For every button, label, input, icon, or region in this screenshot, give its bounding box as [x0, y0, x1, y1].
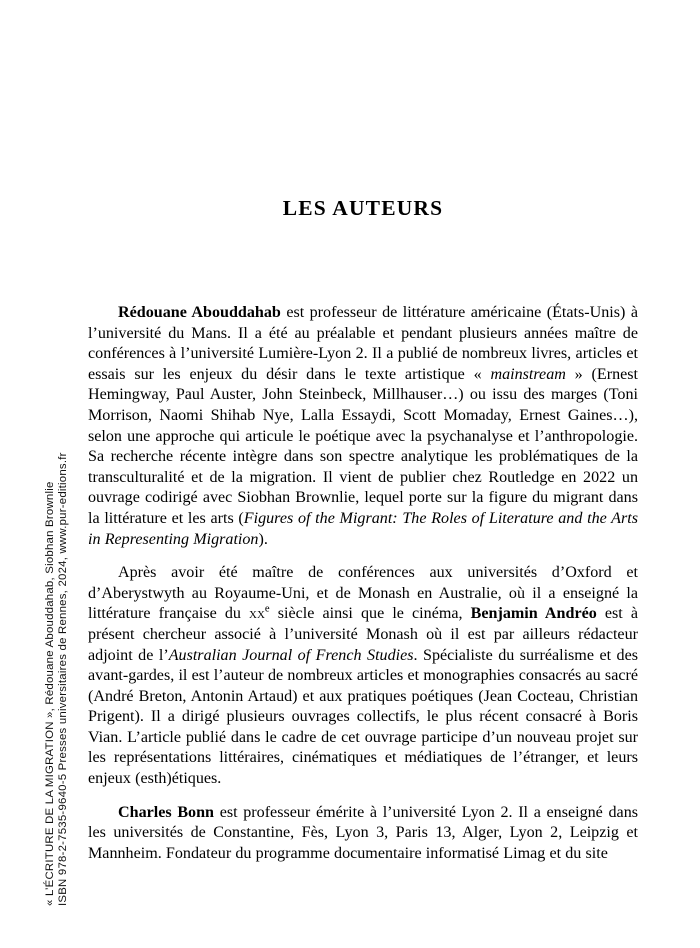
author-name: Rédouane Abouddahab [118, 304, 281, 321]
author-bio-text-end: . Spécialiste du surréalisme et des avant-gardes, il est l’auteur de nombreux articles et monographies consacrés au sacré (André Breton, Antonin Artaud) et aux pratiques poétiques (Jean Cocteau, Christian Prigent). Il a dirigé plusieurs ouvrages collectifs, le plus récent consacré à Boris Vian. L’article publié dans le cadre de cet ouvrage participe d’un nouveau projet sur les représentations littéraires, cinématiques et médiatiques de l’étranger, et leurs enjeux (esth)étiques. [88, 646, 638, 788]
century-numeral: xx [249, 605, 265, 623]
page-title: LES AUTEURS [282, 196, 444, 220]
author-bio-text: siècle ainsi que le cinéma, [269, 605, 471, 623]
page-content [88, 0, 638, 948]
author-bio-text: est professeur de littérature américaine (États-Unis) à l’université du Mans. Il a été au préalable et pendant plusieurs années maître de conférences à l’université Lumière-Lyon 2. Il a publié de nombreux livres, articles et essais sur les enjeux du désir dans le texte artistique « [88, 304, 638, 383]
century-ordinal-suffix: e [264, 603, 270, 615]
book-title: Figures of the Migrant: The Roles of Literature and the Arts in Representing Migration [88, 509, 638, 548]
journal-title: Australian Journal of French Studies [168, 646, 414, 664]
author-bio-text-cont: est à présent chercheur associé à l’université Monash où il est par ailleurs rédacteur adjoint de l’ [88, 605, 639, 664]
spine-copyright-sidebar [0, 0, 72, 948]
author-bio-text: est professeur émérite à l’université Lyon 2. Il a enseigné dans les universités de Constantine, Fès, Lyon 3, Paris 13, Alger, Lyon 2, Leipzig et Mannheim. Fondateur du programme documentaire informatisé Limag et du site [88, 803, 639, 862]
spine-isbn-line: ISBN 978-2-7535-9640-5 Presses universitaires de Rennes, 2024, www.pur-editions.fr [57, 452, 69, 906]
spine-title-line: « L’ÉCRITURE DE LA MIGRATION », Rédouane Abouddahab, Siobhan Brownlie [44, 481, 56, 906]
author-entry-bonn [88, 803, 638, 865]
author-entry-abouddahab [88, 303, 638, 550]
emphasis-term: mainstream [490, 365, 566, 383]
author-bio-intro: Après avoir été maître de conférences aux universités d’Oxford et d’Aberystwyth au Royaume-Uni, et de Monash en Australie, où il a enseigné la littérature française du [88, 564, 638, 623]
author-name: Benjamin Andréo [470, 605, 597, 623]
author-bio-text-end: ). [258, 530, 268, 548]
author-entry-andreo [88, 563, 638, 790]
author-name: Charles Bonn [118, 803, 215, 821]
author-bio-text-cont: » (Ernest Hemingway, Paul Auster, John Steinbeck, Millhauser…) ou issu des marges (Toni Morrison, Naomi Shihab Nye, Lalla Essaydi, Scott Momaday, Ernest Gaines…), selon une approche qui articule le poétique avec la psychanalyse et l’anthropologie. Sa recherche récente intègre dans son spectre analytique les problématiques de la transculturalité et de la migration. Il vient de publier chez Routledge en 2022 un ouvrage codirigé avec Siobhan Brownlie, lequel porte sur la figure du migrant dans la littérature et les arts ( [88, 365, 638, 527]
body-text [88, 303, 638, 864]
